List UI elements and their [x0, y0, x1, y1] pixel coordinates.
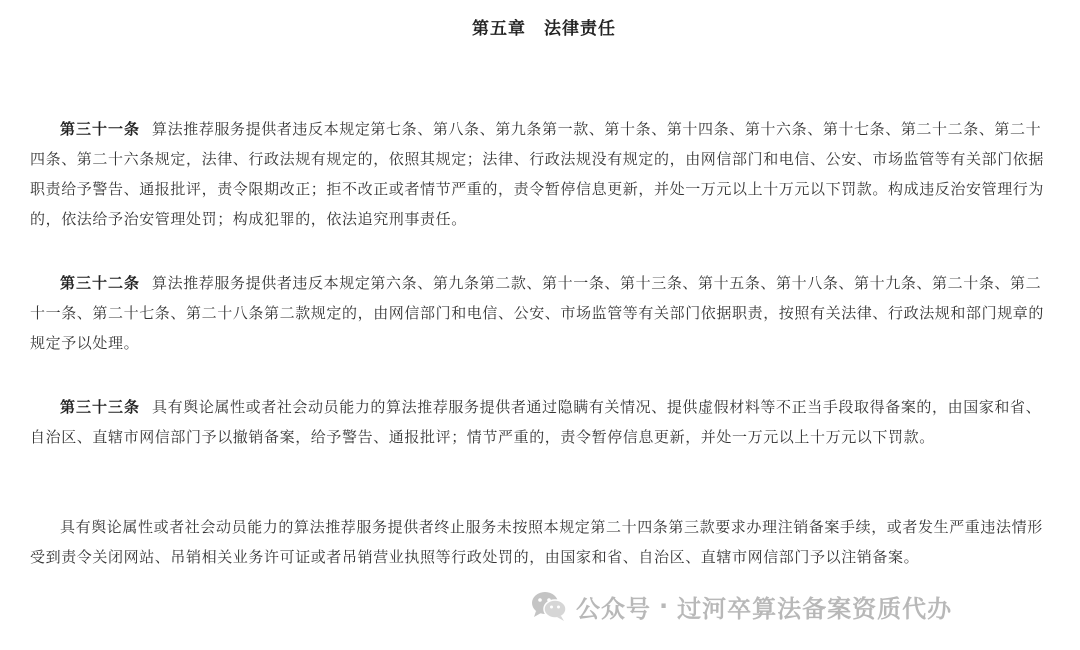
watermark-separator: · [659, 592, 670, 620]
article-text: 算法推荐服务提供者违反本规定第六条、第九条第二款、第十一条、第十三条、第十五条、第十八条、第十九条、第二十条、第二十一条、第二十七条、第二十八条第二款规定的，由网信部门和电信、公安、市场监管等有关部门依据职责，按照有关法律、行政法规和部门规章的规定予以处理。 [30, 274, 1045, 352]
wechat-icon [530, 589, 568, 623]
article-text: 算法推荐服务提供者违反本规定第七条、第八条、第九条第一款、第十条、第十四条、第十六条、第十七条、第二十二条、第二十四条、第二十六条规定，法律、行政法规有规定的，依照其规定；法律、行政法规没有规定的，由网信部门和电信、公安、市场监管等有关部门依据职责给予警告、通报批评，责令限期改正；拒不改正或者情节严重的，责令暂停信息更新，并处一万元以上十万元以下罚款。构成违反治安管理行为的，依法给予治安管理处罚；构成犯罪的，依法追究刑事责任。 [30, 120, 1045, 228]
article-number: 第三十一条 [60, 120, 141, 138]
article-number: 第三十三条 [60, 398, 141, 416]
article-33 [30, 392, 1052, 452]
article-text: 具有舆论属性或者社会动员能力的算法推荐服务提供者通过隐瞒有关情况、提供虚假材料等不正当手段取得备案的，由国家和省、自治区、直辖市网信部门予以撤销备案，给予警告、通报批评；情节严重的，责令暂停信息更新，并处一万元以上十万元以下罚款。 [30, 398, 1042, 446]
article-33-paragraph-2 [30, 512, 1052, 572]
article-31 [30, 114, 1052, 234]
article-32 [30, 268, 1052, 358]
article-text: 具有舆论属性或者社会动员能力的算法推荐服务提供者终止服务未按照本规定第二十四条第三款要求办理注销备案手续，或者发生严重违法情形受到责令关闭网站、吊销相关业务许可证或者吊销营业执照等行政处罚的，由国家和省、自治区、直辖市网信部门予以注销备案。 [30, 518, 1043, 566]
watermark-name: 过河卒算法备案资质代办 [677, 594, 953, 623]
chapter-title: 第五章 法律责任 [472, 19, 616, 39]
watermark-prefix: 公众号 [576, 594, 651, 623]
article-number: 第三十二条 [60, 274, 141, 292]
watermark [530, 588, 952, 624]
